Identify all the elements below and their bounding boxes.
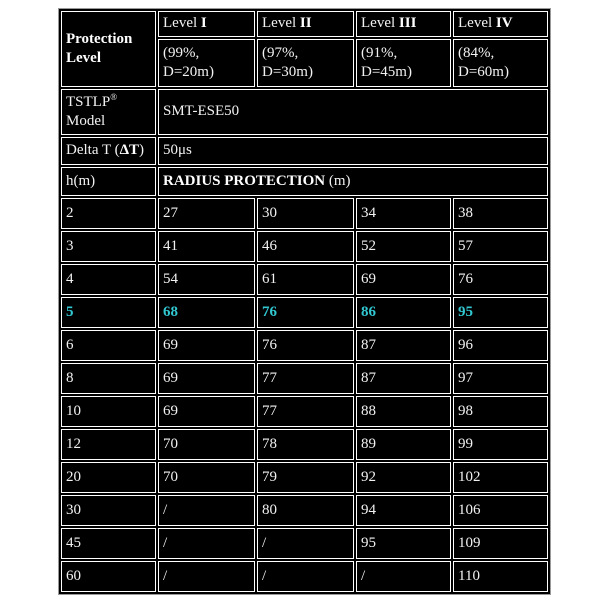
value-cell: 99 bbox=[453, 429, 548, 460]
distance: D=30m) bbox=[262, 64, 313, 80]
table-row bbox=[61, 462, 548, 493]
header-row-levels bbox=[61, 11, 548, 37]
value-cell: 87 bbox=[356, 330, 451, 361]
value-cell: 77 bbox=[257, 396, 354, 427]
radius-unit: (m) bbox=[325, 172, 351, 189]
value-cell: 69 bbox=[158, 363, 255, 394]
value-cell: 97 bbox=[453, 363, 548, 394]
protection-level-header: Protection Level bbox=[61, 11, 156, 87]
level-1-detail bbox=[158, 39, 255, 87]
radius-header-row bbox=[61, 167, 548, 196]
value-cell: 70 bbox=[158, 429, 255, 460]
level-numeral: III bbox=[398, 15, 417, 32]
level-label: Level bbox=[163, 15, 201, 32]
level-numeral: I bbox=[200, 15, 207, 32]
level-3-detail bbox=[356, 39, 451, 87]
h-cell: 2 bbox=[61, 198, 156, 229]
value-cell: 78 bbox=[257, 429, 354, 460]
value-cell: 57 bbox=[453, 231, 548, 262]
value-cell: 79 bbox=[257, 462, 354, 493]
delta-pre: Delta T ( bbox=[66, 142, 120, 159]
percent: (91%, bbox=[361, 44, 398, 61]
value-cell: / bbox=[257, 528, 354, 559]
value-cell: 27 bbox=[158, 198, 255, 229]
delta-t-row bbox=[61, 137, 548, 165]
h-cell: 3 bbox=[61, 231, 156, 262]
value-cell: 70 bbox=[158, 462, 255, 493]
level-2-detail bbox=[257, 39, 354, 87]
value-cell: 76 bbox=[453, 264, 548, 295]
h-cell: 20 bbox=[61, 462, 156, 493]
value-cell: 102 bbox=[453, 462, 548, 493]
level-4-header bbox=[453, 11, 548, 37]
model-label bbox=[61, 89, 156, 135]
table-row bbox=[61, 495, 548, 526]
model-value: SMT-ESE50 bbox=[158, 89, 548, 135]
distance: D=20m) bbox=[163, 64, 214, 80]
table-row bbox=[61, 363, 548, 394]
value-cell: 98 bbox=[453, 396, 548, 427]
distance: D=60m) bbox=[458, 64, 509, 80]
value-cell: 88 bbox=[356, 396, 451, 427]
value-cell: 68 bbox=[158, 297, 255, 328]
value-cell: 34 bbox=[356, 198, 451, 229]
value-cell: / bbox=[356, 561, 451, 592]
height-column-label: h(m) bbox=[61, 167, 156, 196]
h-cell: 12 bbox=[61, 429, 156, 460]
value-cell: 38 bbox=[453, 198, 548, 229]
level-4-detail bbox=[453, 39, 548, 87]
distance: D=45m) bbox=[361, 64, 412, 80]
registered-trademark-icon: ® bbox=[110, 91, 118, 102]
level-label: Level bbox=[361, 15, 399, 32]
value-cell: 69 bbox=[158, 396, 255, 427]
percent: (97%, bbox=[262, 44, 299, 61]
model-row bbox=[61, 89, 548, 135]
table-row bbox=[61, 330, 548, 361]
value-cell: 109 bbox=[453, 528, 548, 559]
model-word: Model bbox=[66, 113, 106, 129]
protection-table bbox=[58, 8, 551, 595]
value-cell: 54 bbox=[158, 264, 255, 295]
value-cell: / bbox=[158, 561, 255, 592]
value-cell: 86 bbox=[356, 297, 451, 328]
value-cell: 89 bbox=[356, 429, 451, 460]
value-cell: 95 bbox=[356, 528, 451, 559]
table-row-highlighted bbox=[61, 297, 548, 328]
delta-t-value: 50μs bbox=[158, 137, 548, 165]
value-cell: 94 bbox=[356, 495, 451, 526]
brand-name: TSTLP bbox=[66, 93, 111, 110]
value-cell: 92 bbox=[356, 462, 451, 493]
level-numeral: IV bbox=[495, 15, 513, 32]
value-cell: 41 bbox=[158, 231, 255, 262]
level-label: Level bbox=[262, 15, 300, 32]
value-cell: 87 bbox=[356, 363, 451, 394]
delta-t-label bbox=[61, 137, 156, 165]
value-cell: 106 bbox=[453, 495, 548, 526]
h-cell: 5 bbox=[61, 297, 156, 328]
table-row bbox=[61, 429, 548, 460]
value-cell: 76 bbox=[257, 330, 354, 361]
value-cell: 96 bbox=[453, 330, 548, 361]
value-cell: 69 bbox=[158, 330, 255, 361]
level-2-header bbox=[257, 11, 354, 37]
delta-post: ) bbox=[139, 142, 145, 159]
value-cell: 52 bbox=[356, 231, 451, 262]
delta-symbol: ΔT bbox=[119, 142, 140, 159]
percent: (99%, bbox=[163, 44, 200, 61]
h-cell: 10 bbox=[61, 396, 156, 427]
value-cell: 110 bbox=[453, 561, 548, 592]
level-label: Level bbox=[458, 15, 496, 32]
value-cell: 95 bbox=[453, 297, 548, 328]
value-cell: 77 bbox=[257, 363, 354, 394]
h-cell: 30 bbox=[61, 495, 156, 526]
value-cell: 61 bbox=[257, 264, 354, 295]
h-cell: 4 bbox=[61, 264, 156, 295]
table-row bbox=[61, 528, 548, 559]
table-row bbox=[61, 561, 548, 592]
value-cell: 76 bbox=[257, 297, 354, 328]
h-cell: 6 bbox=[61, 330, 156, 361]
value-cell: / bbox=[257, 561, 354, 592]
level-3-header bbox=[356, 11, 451, 37]
value-cell: / bbox=[158, 495, 255, 526]
h-cell: 45 bbox=[61, 528, 156, 559]
table-row bbox=[61, 264, 548, 295]
radius-protection-label bbox=[158, 167, 548, 196]
radius-title: RADIUS PROTECTION bbox=[163, 172, 326, 189]
value-cell: 69 bbox=[356, 264, 451, 295]
table-row bbox=[61, 198, 548, 229]
table-row bbox=[61, 231, 548, 262]
h-cell: 60 bbox=[61, 561, 156, 592]
table-row bbox=[61, 396, 548, 427]
value-cell: 30 bbox=[257, 198, 354, 229]
value-cell: / bbox=[158, 528, 255, 559]
level-numeral: II bbox=[299, 15, 312, 32]
h-cell: 8 bbox=[61, 363, 156, 394]
value-cell: 80 bbox=[257, 495, 354, 526]
level-1-header bbox=[158, 11, 255, 37]
value-cell: 46 bbox=[257, 231, 354, 262]
percent: (84%, bbox=[458, 44, 495, 61]
